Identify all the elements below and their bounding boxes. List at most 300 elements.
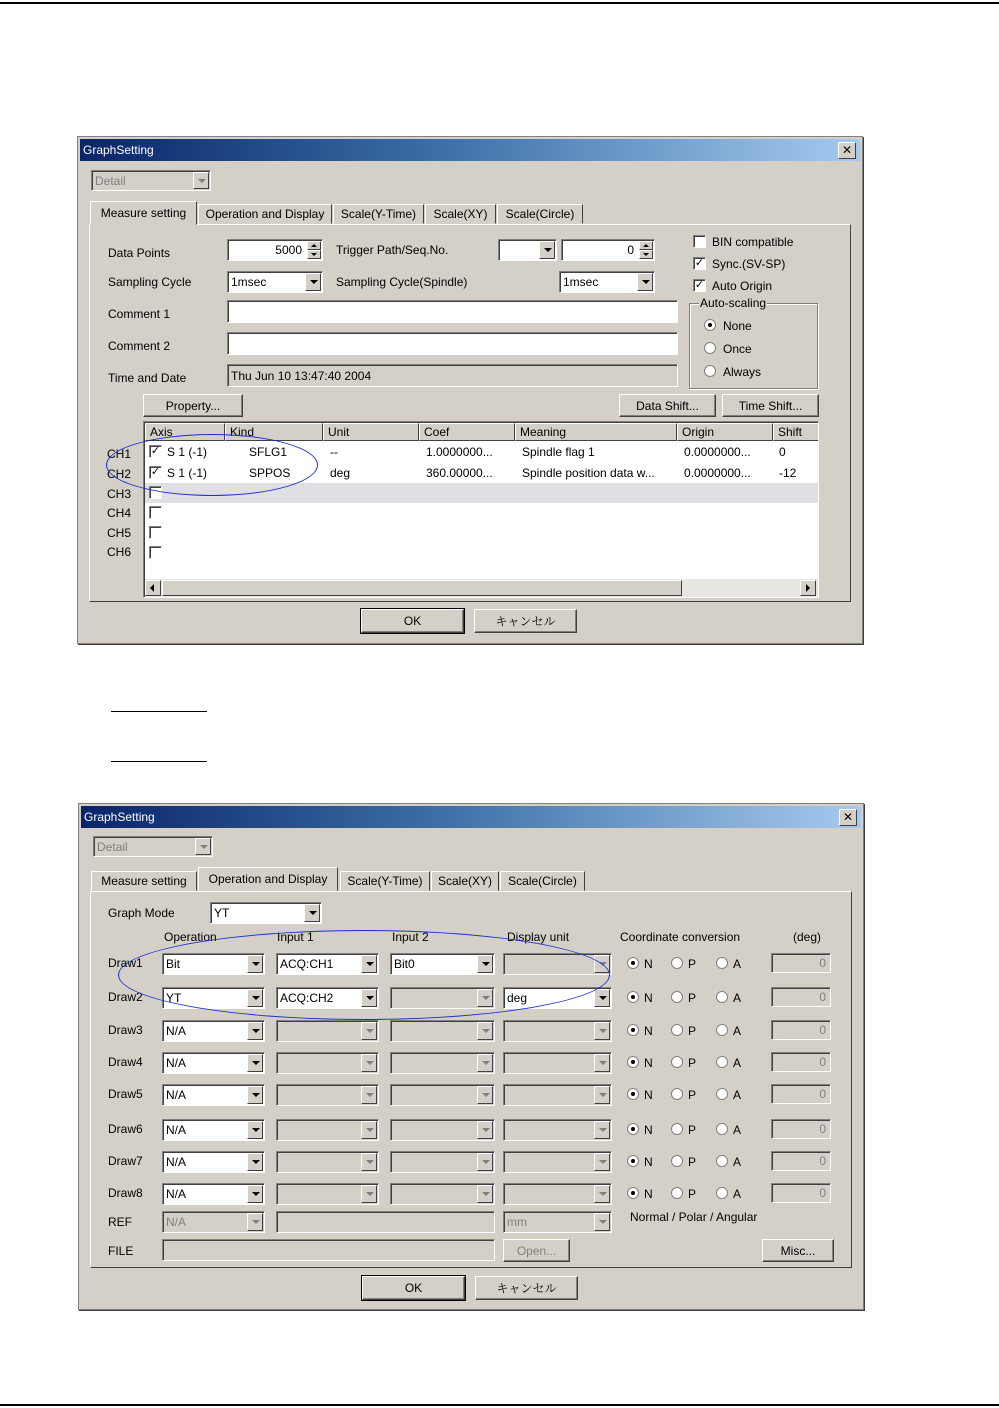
table-row[interactable]: [145, 441, 818, 462]
autoscale-none-radio[interactable]: [704, 319, 716, 331]
coord-normal-label: N: [644, 1088, 653, 1102]
close-button[interactable]: [839, 809, 857, 826]
time-shift-button[interactable]: [722, 394, 819, 417]
display-unit-value: deg: [507, 991, 528, 1005]
draw-label: Draw2: [108, 990, 143, 1004]
time-date-field: [227, 364, 678, 387]
input2-select[interactable]: [390, 953, 495, 975]
auto-origin-checkbox[interactable]: [693, 279, 706, 292]
property-button-label: Property...: [165, 398, 221, 413]
operation-value: N/A: [166, 1056, 187, 1070]
channel-label: CH6: [107, 545, 132, 559]
table-row[interactable]: [145, 543, 818, 563]
cell-axis: S 1 (-1): [167, 445, 208, 459]
data-points-label: Data Points: [108, 246, 171, 260]
tab-scale-circle[interactable]: [497, 204, 583, 224]
chevron-down-icon: [247, 1153, 263, 1171]
operation-value: N/A: [166, 1024, 187, 1038]
tab-label: Scale(XY): [433, 207, 488, 221]
ref-unit-value: mm: [507, 1215, 527, 1229]
tab-label: Scale(Circle): [505, 207, 575, 221]
tab-panel-measure: [89, 224, 851, 602]
chevron-down-icon: [477, 989, 493, 1007]
spin-up-icon: [639, 241, 653, 250]
file-label: FILE: [108, 1244, 134, 1258]
operation-header: Operation: [164, 930, 217, 944]
input1-select[interactable]: [276, 1119, 379, 1141]
chevron-down-icon: [477, 1086, 493, 1104]
horizontal-scrollbar[interactable]: [145, 579, 818, 597]
coord-angular-label: A: [733, 1187, 742, 1201]
coord-polar-radio[interactable]: [671, 1155, 683, 1167]
tab-label: Operation and Display: [208, 872, 328, 886]
tab-measure-setting[interactable]: [91, 871, 197, 891]
cancel-button-label: キャンセル: [496, 1281, 557, 1296]
cell-origin: 0.0000000...: [684, 445, 751, 459]
operation-value: Bit: [166, 957, 181, 971]
ok-button[interactable]: [362, 1276, 465, 1300]
coord-angular-label: A: [733, 1024, 742, 1038]
input1-select[interactable]: [276, 1151, 379, 1173]
cancel-button[interactable]: [474, 609, 577, 633]
coord-normal-radio[interactable]: [627, 957, 639, 969]
graph-setting-dialog-operation: [78, 803, 864, 1310]
sync-checkbox[interactable]: [693, 257, 706, 270]
check-icon: ✓: [694, 279, 705, 291]
operation-select[interactable]: [162, 1119, 265, 1141]
axis-checkbox[interactable]: [149, 486, 162, 499]
coord-normal-radio[interactable]: [627, 1024, 639, 1036]
input1-select[interactable]: [276, 1020, 379, 1042]
chevron-down-icon: [361, 1054, 377, 1072]
operation-select[interactable]: [162, 1084, 265, 1106]
data-points-spinner[interactable]: [227, 239, 323, 261]
coord-polar-radio[interactable]: [671, 991, 683, 1003]
column-header-unit[interactable]: [323, 423, 419, 441]
view-select[interactable]: [93, 836, 213, 857]
chevron-down-icon: [247, 1185, 263, 1203]
deg-value: 0: [819, 956, 826, 970]
check-icon: ✓: [694, 257, 705, 269]
table-row[interactable]: [145, 523, 818, 543]
graph-mode-select[interactable]: [210, 902, 322, 924]
coord-angular-radio[interactable]: [716, 957, 728, 969]
coord-polar-radio[interactable]: [671, 1056, 683, 1068]
ref-input-field: [276, 1211, 495, 1233]
table-row[interactable]: [145, 462, 818, 483]
input1-select[interactable]: [276, 1084, 379, 1106]
scroll-left-icon[interactable]: [145, 580, 161, 596]
tab-label: Measure setting: [101, 874, 187, 888]
comment1-label: Comment 1: [108, 307, 171, 321]
coord-polar-radio[interactable]: [671, 1088, 683, 1100]
column-label: Meaning: [520, 425, 567, 439]
column-header-origin[interactable]: [677, 423, 773, 441]
sampling-cycle-select[interactable]: [227, 271, 323, 293]
autoscale-always-radio[interactable]: [704, 365, 716, 377]
chevron-down-icon: [361, 1185, 377, 1203]
tab-scale-xy[interactable]: [425, 204, 496, 224]
autoscale-always-label: Always: [723, 365, 762, 379]
sampling-cycle-value: 1msec: [231, 275, 267, 289]
bottom-page-rule: [0, 1404, 999, 1406]
chevron-down-icon: [477, 1185, 493, 1203]
chevron-down-icon: [594, 1022, 610, 1040]
sampling-cycle-label: Sampling Cycle: [108, 275, 192, 289]
trigger-label: Trigger Path/Seq.No.: [336, 243, 449, 257]
deg-field: [771, 987, 831, 1007]
ref-operation-select[interactable]: [162, 1211, 265, 1233]
comment2-input[interactable]: [227, 332, 678, 355]
input2-select[interactable]: [390, 1052, 495, 1074]
deg-field: [771, 1119, 831, 1139]
cell-coef: 1.0000000...: [426, 445, 493, 459]
tab-label: Scale(Circle): [508, 874, 577, 888]
input1-select[interactable]: [276, 1183, 379, 1205]
chevron-down-icon: [477, 1054, 493, 1072]
cell-meaning: Spindle flag 1: [522, 445, 595, 459]
coord-normal-radio[interactable]: [627, 991, 639, 1003]
coord-angular-radio[interactable]: [716, 991, 728, 1003]
cell-shift: 0: [779, 445, 786, 459]
chevron-down-icon: [247, 1086, 263, 1104]
input2-select[interactable]: [390, 1020, 495, 1042]
coord-polar-radio[interactable]: [671, 1123, 683, 1135]
coord-polar-radio[interactable]: [671, 1024, 683, 1036]
sampling-cycle-spindle-label: Sampling Cycle(Spindle): [336, 275, 468, 289]
sampling-cycle-spindle-select[interactable]: [559, 271, 655, 293]
operation-select[interactable]: [162, 953, 265, 975]
time-date-value: Thu Jun 10 13:47:40 2004: [231, 368, 372, 383]
scroll-right-icon[interactable]: [800, 580, 816, 596]
input1-value: ACQ:CH1: [280, 957, 334, 971]
spin-buttons[interactable]: [307, 241, 321, 259]
coord-normal-label: N: [644, 1155, 653, 1169]
tab-label: Scale(Y-Time): [347, 874, 423, 888]
coord-caption: Normal / Polar / Angular: [630, 1210, 758, 1224]
input2-select[interactable]: [390, 1084, 495, 1106]
ok-button[interactable]: [361, 609, 464, 633]
tab-label: Operation and Display: [205, 207, 325, 221]
dialog-title: GraphSetting: [84, 810, 155, 824]
scroll-thumb[interactable]: [162, 580, 682, 596]
graph-mode-label: Graph Mode: [108, 906, 175, 920]
channel-label: CH3: [107, 487, 132, 501]
draw-label: Draw5: [108, 1087, 143, 1101]
operation-select[interactable]: [162, 1020, 265, 1042]
draw-label: Draw4: [108, 1055, 143, 1069]
chevron-down-icon: [361, 1086, 377, 1104]
cell-shift: -12: [779, 466, 797, 480]
input2-value: Bit0: [394, 957, 415, 971]
data-shift-button-label: Data Shift...: [636, 398, 699, 413]
view-select-value: Detail: [95, 173, 126, 188]
file-path-field: [162, 1239, 495, 1261]
chevron-down-icon: [247, 1121, 263, 1139]
data-shift-button[interactable]: [619, 394, 716, 417]
display-unit-select[interactable]: [503, 1052, 612, 1074]
input2-header: Input 2: [392, 930, 429, 944]
operation-value: YT: [166, 991, 182, 1005]
chevron-down-icon: [361, 1121, 377, 1139]
view-select-value: Detail: [97, 839, 128, 854]
axis-checkbox[interactable]: [149, 445, 162, 458]
graph-mode-value: YT: [214, 906, 230, 920]
chevron-down-icon: [247, 1022, 263, 1040]
channel-list-view[interactable]: [143, 421, 819, 598]
chevron-down-icon: [247, 1054, 263, 1072]
misc-button[interactable]: [762, 1239, 834, 1262]
top-page-rule: [0, 2, 999, 4]
coord-normal-label: N: [644, 1024, 653, 1038]
check-icon: ✓: [150, 466, 161, 478]
bin-compatible-label: BIN compatible: [712, 235, 794, 249]
deg-field: [771, 1052, 831, 1072]
ok-button-label: OK: [404, 1281, 423, 1295]
coord-polar-label: P: [688, 1155, 697, 1169]
input1-select[interactable]: [276, 953, 379, 975]
input2-select[interactable]: [390, 987, 495, 1009]
coord-polar-label: P: [688, 1056, 697, 1070]
chevron-down-icon: [637, 273, 653, 291]
coord-angular-label: A: [733, 1123, 742, 1137]
display-unit-select[interactable]: [503, 1119, 612, 1141]
chevron-down-icon: [361, 955, 377, 973]
cell-kind: SPPOS: [249, 466, 291, 480]
column-label: Origin: [682, 425, 715, 439]
ref-operation-value: N/A: [166, 1215, 187, 1229]
display-unit-select[interactable]: [503, 987, 612, 1009]
coord-normal-label: N: [644, 957, 653, 971]
cancel-button[interactable]: [475, 1276, 578, 1300]
tab-operation-display[interactable]: [198, 204, 332, 224]
display-unit-select[interactable]: [503, 953, 612, 975]
operation-select[interactable]: [162, 1052, 265, 1074]
table-row[interactable]: [145, 483, 818, 503]
coord-normal-radio[interactable]: [627, 1187, 639, 1199]
coord-angular-radio[interactable]: [716, 1155, 728, 1167]
ok-button-label: OK: [403, 614, 422, 628]
coord-angular-label: A: [733, 957, 742, 971]
deg-value: 0: [819, 1154, 826, 1168]
coord-polar-label: P: [688, 1088, 697, 1102]
operation-select[interactable]: [162, 1183, 265, 1205]
channel-label: CH2: [107, 467, 132, 481]
trigger-seq-value: 0: [627, 243, 634, 257]
cell-coef: 360.00000...: [426, 466, 493, 480]
tab-measure-setting[interactable]: [90, 201, 197, 225]
input1-select[interactable]: [276, 1052, 379, 1074]
operation-value: N/A: [166, 1123, 187, 1137]
chevron-down-icon: [193, 172, 209, 189]
tab-scale-y-time[interactable]: [333, 204, 424, 224]
coord-normal-label: N: [644, 991, 653, 1005]
column-label: Coef: [424, 425, 450, 439]
operation-value: N/A: [166, 1088, 187, 1102]
chevron-down-icon: [247, 989, 263, 1007]
deg-field: [771, 1183, 831, 1203]
chevron-down-icon: [594, 1054, 610, 1072]
view-select[interactable]: [91, 170, 211, 191]
input1-header: Input 1: [277, 930, 314, 944]
open-button-label: Open...: [516, 1243, 557, 1258]
display-unit-select[interactable]: [503, 1084, 612, 1106]
close-button[interactable]: [838, 142, 856, 159]
chevron-down-icon: [477, 955, 493, 973]
ref-unit-select[interactable]: [503, 1211, 612, 1233]
coord-normal-radio[interactable]: [627, 1155, 639, 1167]
tab-scale-y-time[interactable]: [340, 871, 430, 891]
time-date-label: Time and Date: [108, 371, 187, 385]
coord-angular-radio[interactable]: [716, 1123, 728, 1135]
property-button[interactable]: [143, 394, 243, 417]
close-icon: ✕: [841, 143, 853, 157]
autoscale-once-radio[interactable]: [704, 342, 716, 354]
display-unit-select[interactable]: [503, 1183, 612, 1205]
tab-label: Scale(XY): [437, 874, 493, 888]
coord-angular-radio[interactable]: [716, 1088, 728, 1100]
draw-label: Draw7: [108, 1154, 143, 1168]
deg-value: 0: [819, 1186, 826, 1200]
display-unit-select[interactable]: [503, 1020, 612, 1042]
table-row[interactable]: [145, 503, 818, 523]
cell-origin: 0.0000000...: [684, 466, 751, 480]
text-underline-mark: [111, 761, 207, 762]
misc-button-label: Misc...: [780, 1243, 816, 1258]
text-underline-mark: [111, 711, 207, 712]
trigger-path-select[interactable]: [498, 239, 557, 261]
deg-value: 0: [819, 990, 826, 1004]
cell-axis: S 1 (-1): [167, 466, 208, 480]
coord-polar-radio[interactable]: [671, 1187, 683, 1199]
ref-label: REF: [108, 1215, 132, 1229]
column-label: Kind: [230, 425, 255, 439]
comment1-input[interactable]: [227, 300, 678, 323]
spin-up-icon: [307, 241, 321, 250]
column-header-coef[interactable]: [419, 423, 515, 441]
input2-select[interactable]: [390, 1119, 495, 1141]
auto-origin-label: Auto Origin: [712, 279, 773, 293]
axis-checkbox[interactable]: [149, 546, 162, 559]
operation-select[interactable]: [162, 987, 265, 1009]
deg-value: 0: [819, 1055, 826, 1069]
draw-label: Draw8: [108, 1186, 143, 1200]
channel-label: CH4: [107, 506, 132, 520]
coord-angular-radio[interactable]: [716, 1024, 728, 1036]
deg-value: 0: [819, 1087, 826, 1101]
coord-normal-radio[interactable]: [627, 1056, 639, 1068]
sampling-cycle-spindle-value: 1msec: [563, 275, 599, 289]
bin-compatible-checkbox[interactable]: [693, 235, 706, 248]
input1-select[interactable]: [276, 987, 379, 1009]
open-button[interactable]: [503, 1239, 570, 1262]
coord-normal-radio[interactable]: [627, 1123, 639, 1135]
column-label: Unit: [328, 425, 350, 439]
chevron-down-icon: [361, 1153, 377, 1171]
coord-normal-label: N: [644, 1123, 653, 1137]
deg-field: [771, 953, 831, 973]
column-label: Axis: [150, 425, 173, 439]
channel-label: CH5: [107, 526, 132, 540]
chevron-down-icon: [594, 1086, 610, 1104]
spin-down-icon: [639, 250, 653, 259]
coord-angular-label: A: [733, 1088, 742, 1102]
chevron-down-icon: [361, 989, 377, 1007]
operation-select[interactable]: [162, 1151, 265, 1173]
column-header-kind[interactable]: [225, 423, 323, 441]
draw-label: Draw3: [108, 1023, 143, 1037]
coord-header: Coordinate conversion: [620, 930, 741, 944]
chevron-down-icon: [594, 1213, 610, 1231]
deg-field: [771, 1020, 831, 1040]
comment2-label: Comment 2: [108, 339, 171, 353]
coord-polar-label: P: [688, 1123, 697, 1137]
chevron-down-icon: [195, 838, 211, 855]
tab-panel-operation: [90, 891, 852, 1268]
display-unit-select[interactable]: [503, 1151, 612, 1173]
chevron-down-icon: [477, 1022, 493, 1040]
coord-angular-radio[interactable]: [716, 1187, 728, 1199]
tab-scale-xy[interactable]: [431, 871, 499, 891]
coord-polar-label: P: [688, 991, 697, 1005]
axis-checkbox[interactable]: [149, 506, 162, 519]
chevron-down-icon: [477, 1121, 493, 1139]
axis-checkbox[interactable]: [149, 526, 162, 539]
cancel-button-label: キャンセル: [495, 614, 556, 629]
draw-label: Draw6: [108, 1122, 143, 1136]
channel-label: CH1: [107, 447, 132, 461]
spin-buttons[interactable]: [639, 241, 653, 259]
column-header-meaning[interactable]: [515, 423, 677, 441]
operation-value: N/A: [166, 1187, 187, 1201]
coord-polar-radio[interactable]: [671, 957, 683, 969]
column-label: Shift: [778, 425, 803, 439]
axis-checkbox[interactable]: [149, 466, 162, 479]
chevron-down-icon: [247, 1213, 263, 1231]
coord-normal-label: N: [644, 1056, 653, 1070]
tab-operation-display[interactable]: [198, 867, 338, 891]
chevron-down-icon: [305, 273, 321, 291]
column-header-shift[interactable]: [773, 423, 819, 441]
tab-scale-circle[interactable]: [500, 871, 585, 891]
chevron-down-icon: [247, 955, 263, 973]
dialog-title-bar: [81, 806, 861, 828]
time-shift-button-label: Time Shift...: [738, 398, 803, 413]
tab-label: Measure setting: [100, 206, 187, 220]
cell-unit: deg: [330, 466, 351, 480]
deg-value: 0: [819, 1023, 826, 1037]
cell-unit: --: [330, 445, 338, 459]
coord-polar-label: P: [688, 1024, 697, 1038]
operation-value: N/A: [166, 1155, 187, 1169]
chevron-down-icon: [304, 904, 320, 922]
spin-down-icon: [307, 250, 321, 259]
chevron-down-icon: [361, 1022, 377, 1040]
input2-select[interactable]: [390, 1151, 495, 1173]
chevron-down-icon: [594, 1121, 610, 1139]
trigger-seq-spinner[interactable]: [561, 239, 655, 261]
data-points-value: 5000: [275, 243, 302, 257]
column-header-axis[interactable]: [145, 423, 225, 441]
coord-normal-radio[interactable]: [627, 1088, 639, 1100]
coord-angular-radio[interactable]: [716, 1056, 728, 1068]
chevron-down-icon: [594, 1185, 610, 1203]
deg-field: [771, 1151, 831, 1171]
close-icon: ✕: [842, 810, 854, 824]
input2-select[interactable]: [390, 1183, 495, 1205]
coord-polar-label: P: [688, 957, 697, 971]
deg-header: (deg): [793, 930, 822, 944]
